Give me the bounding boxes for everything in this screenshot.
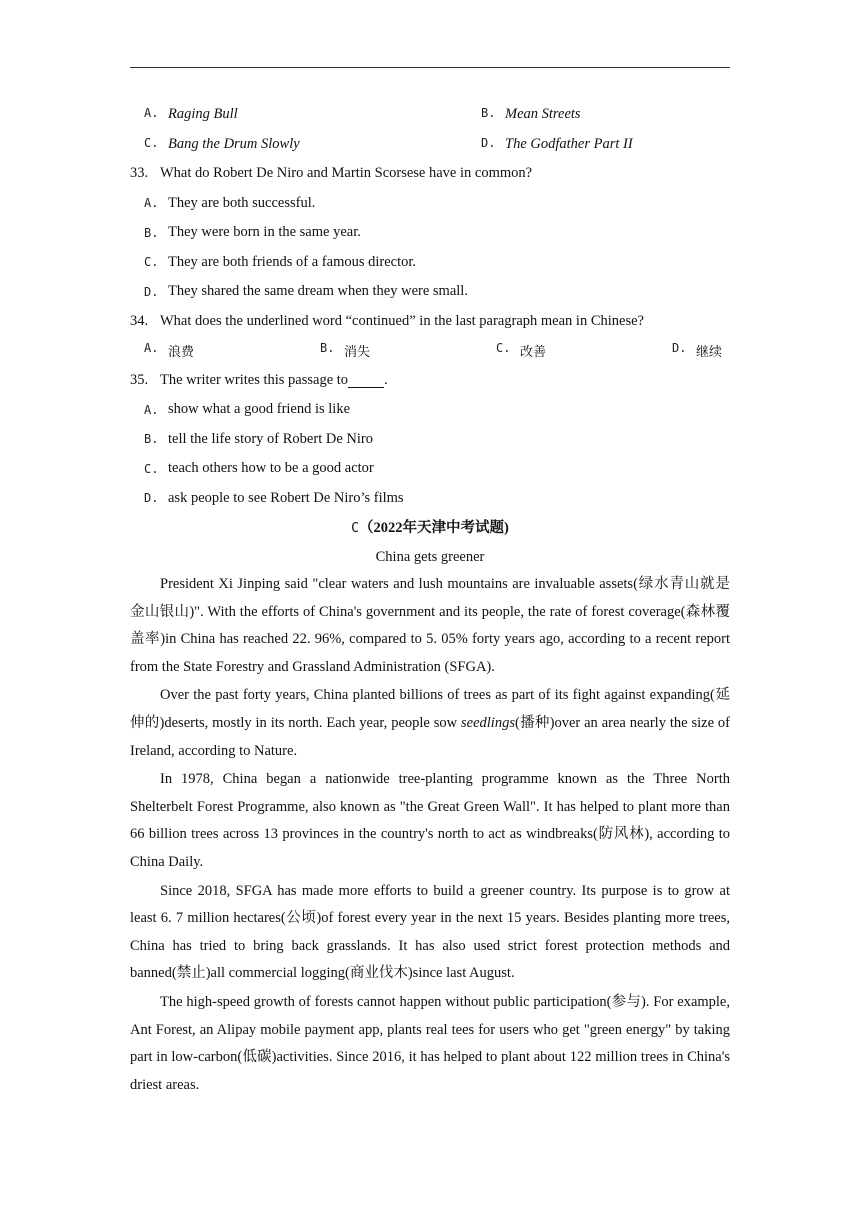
q32-option-d[interactable] (467, 136, 730, 153)
option-letter: D. (481, 135, 496, 150)
question-text: What do Robert De Niro and Martin Scorsese have in common? (160, 165, 533, 182)
option-letter: B. (481, 106, 496, 121)
option-letter: B. (144, 432, 159, 447)
passage-title: China gets greener (375, 549, 485, 565)
option-letter: C. (144, 461, 159, 476)
q34-option-b[interactable] (306, 341, 482, 360)
option-letter: B. (320, 341, 335, 356)
q35-option-a[interactable] (130, 395, 730, 425)
option-text: The Godfather Part II (505, 135, 633, 152)
q35-option-c[interactable] (130, 454, 730, 484)
option-letter: D. (144, 284, 159, 299)
q34-option-c[interactable] (482, 341, 658, 360)
option-letter: A. (144, 402, 159, 417)
question-number: 35. (130, 371, 149, 388)
option-text: 消失 (344, 345, 371, 361)
q35-option-b[interactable] (130, 425, 730, 455)
question-text: The writer writes this passage to (160, 371, 349, 388)
q33-option-c[interactable] (130, 248, 730, 278)
option-text: Raging Bull (168, 106, 238, 123)
option-text: ask people to see Robert De Niro’s films (168, 489, 404, 506)
q34-option-d[interactable] (658, 341, 730, 360)
option-text: 继续 (696, 345, 723, 361)
section-source: （2022年天津中考试题) (359, 520, 509, 536)
option-text: Mean Streets (505, 106, 581, 123)
option-letter: D. (144, 491, 159, 506)
option-letter: C. (496, 341, 511, 356)
option-letter: B. (144, 225, 159, 240)
section-letter: C (351, 521, 359, 536)
q33-option-a[interactable] (130, 189, 730, 219)
question-33 (130, 159, 730, 189)
exam-page (130, 100, 730, 1100)
q34-options-row (130, 336, 730, 366)
passage-paragraph-3: In 1978, China began a nationwide tree-planting programme known as the Three North Shelterbelt Forest Programme, also known as "the Great Green Wall". It has helped to plant more than 66 billion trees across 13 provinces in the country's north to act as windbreaks(防风林), according to China Daily. (130, 771, 730, 870)
question-end: . (384, 371, 388, 388)
passage-paragraph-1: President Xi Jinping said "clear waters and lush mountains are invaluable assets(绿水青山就是金山银山)". With the efforts of China's government and its people, the rate of forest coverage(森林覆盖率)in China has reached 22. 96%, compared to 5. 05% forty years ago, according to a recent report from the State Forestry and Grassland Administration (SFGA). (130, 576, 730, 675)
question-35 (130, 366, 730, 396)
option-text: teach others how to be a good actor (168, 460, 374, 477)
q32-option-c[interactable] (130, 136, 467, 153)
option-text: They are both successful. (168, 194, 316, 211)
q33-option-b[interactable] (130, 218, 730, 248)
question-number: 33. (130, 165, 149, 182)
option-letter: D. (672, 341, 687, 356)
option-text: They shared the same dream when they were small. (168, 283, 468, 300)
passage-paragraph-4: Since 2018, SFGA has made more efforts to build a greener country. Its purpose is to grow at least 6. 7 million hectares(公顷)of forest every year in the next 15 years. Besides planting more trees, China has tried to bring back grasslands. It has also used strict forest protection methods and banned(禁止)all commercial logging(商业伐木)since last August. (130, 882, 730, 982)
q33-option-d[interactable] (130, 277, 730, 307)
option-text: 改善 (520, 345, 547, 361)
option-letter: C. (144, 255, 159, 270)
option-text: 浪费 (168, 345, 195, 361)
option-letter: A. (144, 341, 159, 356)
question-text: What does the underlined word “continued” in the last paragraph mean in Chinese? (160, 312, 644, 329)
paragraph-text: (播种)over an area nearly the size of Ireland, according to Nature. (130, 714, 730, 759)
option-letter: A. (144, 106, 159, 121)
option-text: tell the life story of Robert De Niro (168, 430, 373, 447)
answer-blank[interactable] (348, 373, 384, 388)
q32-options-row-2 (130, 130, 730, 160)
italic-word: seedlings (461, 714, 515, 731)
option-text: They are both friends of a famous director. (168, 253, 417, 270)
question-number: 34. (130, 312, 149, 329)
q32-options-row-1 (130, 100, 730, 130)
paragraph-text: Over the past forty years, China planted billions of trees as part of its fight against expanding(延伸的)deserts, mostly in its north. Each year, people sow (130, 687, 730, 731)
option-text: show what a good friend is like (168, 401, 351, 418)
q35-option-d[interactable] (130, 484, 730, 514)
option-letter: A. (144, 196, 159, 211)
question-34 (130, 307, 730, 337)
header-rule (130, 67, 730, 68)
q32-option-b[interactable] (467, 106, 730, 123)
passage-paragraph-2 (130, 682, 730, 765)
section-heading (130, 513, 730, 543)
q34-option-a[interactable] (130, 341, 306, 360)
option-text: Bang the Drum Slowly (168, 135, 300, 152)
option-text: They were born in the same year. (168, 224, 361, 241)
option-letter: C. (144, 135, 159, 150)
passage-paragraph-5: The high-speed growth of forests cannot happen without public participation(参与). For example, Ant Forest, an Alipay mobile payment app, plants real tees for users who get "green energy" by taking part in low-carbon(低碳)activities. Since 2016, it has helped to plant about 122 million trees in China's driest areas. (130, 993, 730, 1093)
q32-option-a[interactable] (130, 106, 467, 123)
